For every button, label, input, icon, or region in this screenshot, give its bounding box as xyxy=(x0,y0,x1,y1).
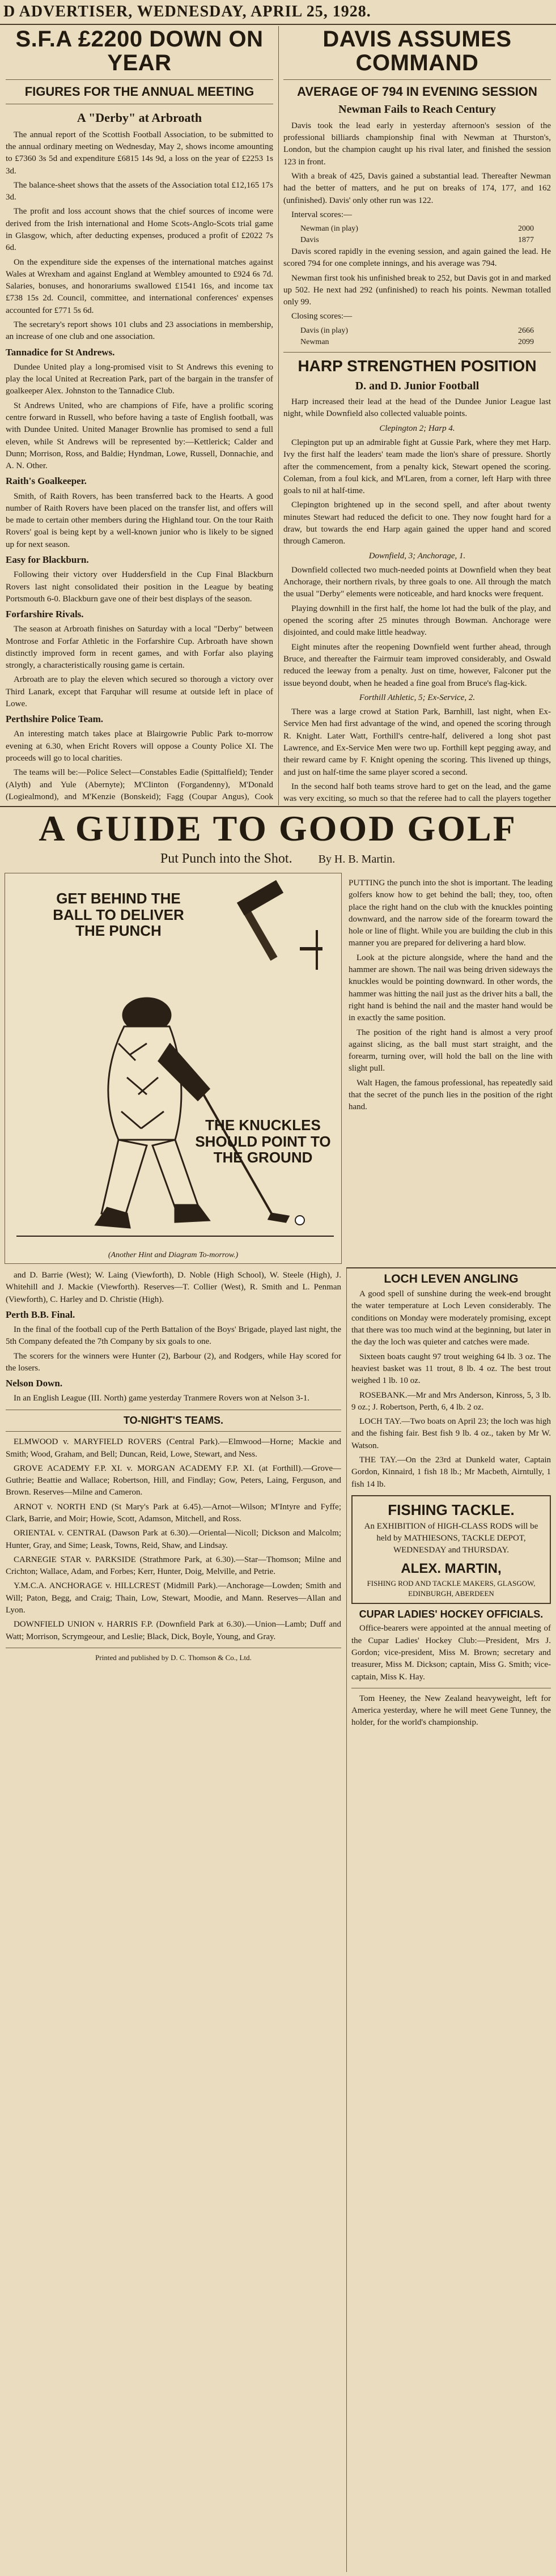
golf-author: By H. B. Martin. xyxy=(318,853,396,865)
paragraph: St Andrews United, who are champions of Fife, have a prolific scoring centre forward in Russell, who before having a taste of English football, was with Dundee United. United Manager Brownlie has promised to send a full eleven, while St Andrews will be represented by:—Kettlerick; Calder and Dunn; Morrison, Ross, and Baldie; Hyndman, Lowe, Russell, Donnachie, and A. N. Other. xyxy=(6,401,273,471)
paragraph: The teams will be:—Police Select—Constables Eadie (Spittalfield); Tender (Alyth) and Yule (Abernyte); M'Clinton (Forgandenny), M'Donald (Logiealmond), and M'Kenzie (Bonskeid); Fagg (Coupar Angus), Cook xyxy=(6,768,273,801)
hammer-icon xyxy=(237,880,322,970)
team-listing: CARNEGIE STAR v. PARKSIDE (Strathmore Park, at 6.30).—Star—Thomson; Milne and Crichton; Wallace, Adam, and Forbes; Kerr, Hunter, Doig, Melville, and Petrie. xyxy=(6,1555,341,1577)
paragraph: Downfield collected two much-needed points at Downfield when they beat Anchorage, their northern rivals, by three goals to one. All through the match the usual "Derby" elements were noticeable, and hard knocks were frequent. xyxy=(283,565,551,599)
ad-name: ALEX. MARTIN, xyxy=(401,1560,502,1576)
tannadice-subhead: Tannadice for St Andrews. xyxy=(6,346,115,358)
paragraph: Clepington put up an admirable fight at Gussie Park, where they met Harp. Ivy the first half the leaders' team made the lion's share of pressure. Shortly after the commencement, from a penalty kick, Stewart opened the scoring. Coleman, from a foul kick, and M'Laren, from a corner, left Harp with three goals to nil at half-time. xyxy=(283,438,551,496)
score-row: Newman (in play) 2000 xyxy=(300,224,534,234)
paragraph: Closing scores:— xyxy=(291,312,353,321)
derby-subhead: A "Derby" at Arbroath xyxy=(77,111,202,125)
paragraph: The secretary's report shows 101 clubs and 23 associations in membership, an increase of one club and one association. xyxy=(6,320,273,342)
newman-subhead: Newman Fails to Reach Century xyxy=(338,103,496,116)
team-listing: ORIENTAL v. CENTRAL (Dawson Park at 6.30).—Oriental—Nicoll; Dickson and Malcolm; Hunter, Gray, and Sime; Leask, Towns, Reid, Shaw, and Lindsay. xyxy=(6,1529,341,1550)
paragraph: Interval scores:— xyxy=(291,210,353,219)
team-listing: ARNOT v. NORTH END (St Mary's Park at 6.45).—Arnot—Wilson; M'Intyre and Fyffe; Clark, Barrie, and Moir; Howie, Scott, Adamson, Mitchell, and Ross. xyxy=(6,1502,341,1523)
forfar-subhead: Forfarshire Rivals. xyxy=(6,609,84,620)
paragraph: Playing downhill in the first half, the home lot had the bulk of the play, and opened the scoring after 25 minutes through Bowman. Anchorage were disjointed, and could make little headway. xyxy=(283,604,551,638)
divider xyxy=(283,79,551,80)
paragraph: Davis took the lead early in yesterday afternoon's session of the professional billiards championship final with Newman at Thurston's, London, but the champion caught up his rival later, and finished the session 123 in front. xyxy=(283,121,551,167)
golf-subtitle-line xyxy=(5,851,551,867)
sfa-column xyxy=(6,27,273,804)
paragraph: The scorers for the winners were Hunter (2), Barbour (2), and Rodgers, while Hay scored for the losers. xyxy=(6,1351,341,1373)
paragraph: Sixteen boats caught 97 trout weighing 64 lb. 3 oz. The heaviest basket was 11 trout, 8 lb. 4 oz. The best trout weighed 1 lb. 10 oz. xyxy=(351,1352,551,1386)
paragraph: Look at the picture alongside, where the hand and the hammer are shown. The nail was being driven sideways the knuckles would be pointing downward. In other words, the hammer was hitting the nail just as the driver hits a ball, the right hand is behind the nail and the master hand would be in exactly the same position. xyxy=(349,953,553,1023)
illustration-label-bottom: THE KNUCKLES SHOULD POINT TO THE GROUND xyxy=(195,1117,331,1166)
golf-illustration xyxy=(5,873,342,1264)
sfa-subhead: FIGURES FOR THE ANNUAL MEETING xyxy=(24,84,254,99)
harp-subhead: D. and D. Junior Football xyxy=(355,379,479,392)
score-row: Davis (in play) 2666 xyxy=(300,326,534,335)
nelson-subhead: Nelson Down. xyxy=(6,1378,63,1389)
section-rule xyxy=(0,806,556,807)
golf-text-column xyxy=(349,877,553,1263)
paragraph: On the expenditure side the expenses of the international matches against Wales at Wrexham and against England at Wembley amounted to £924 6s 7d. Salaries, bonuses, and honorariums swallowed £1541 16s, and income tax £738 15s 2d. Council, committee, and international conferences' expenses accounted for £771 5s 6d. xyxy=(6,257,273,315)
paragraph: With a break of 425, Davis gained a substantial lead. Thereafter Newman had the better of matters, and he put on breaks of 174, 177, and 162 (unfinished). Davis' only other run was 122. xyxy=(283,171,551,205)
divider xyxy=(6,1431,341,1432)
golf-title: A GUIDE TO GOOD GOLF xyxy=(39,808,517,848)
lower-left-column xyxy=(6,1270,341,2567)
golf-header xyxy=(5,810,551,867)
match-result: Clepington 2; Harp 4. xyxy=(379,423,455,433)
paragraph: Eight minutes after the reopening Downfield went further ahead, through Bruce, and thereafter the Fairmuir team improved considerably, and Oswald reduced the leeway from a penalty. Just on time, however, Falconer put the issue beyond doubt, when he headed a fine goal from Bruce's flag-kick. xyxy=(283,642,551,688)
golf-subtitle: Put Punch into the Shot. xyxy=(160,851,292,866)
masthead xyxy=(0,0,556,25)
paragraph: Clepington brightened up in the second spell, and after about twenty minutes Stewart had reduced the deficit to one. They now fought hard for a draw, but towards the end Harp again gained the upper hand and scored through Cameron. xyxy=(283,500,551,546)
paragraph: Dundee United play a long-promised visit to St Andrews this evening to play the local United at Recreation Park, part of the bargain in the transfer of goalkeeper Alex. Johnston to the Tannadice Club. xyxy=(6,362,273,396)
team-listing: GROVE ACADEMY F.P. XI. v. MORGAN ACADEMY F.P. XI. (at Forthill).—Grove—Guthrie; Beattie and Wallace; Robertson, Hill, and Findlay; Gow, Peters, Laing, Ferguson, and Brown. Reserves—Milne and Cameron. xyxy=(6,1463,341,1497)
paragraph: LOCH TAY.—Two boats on April 23; the loch was high and the fishing fair. Best fish 9 lb. 4 oz., taken by Mr W. Watson. xyxy=(351,1417,551,1450)
masthead-title: D ADVERTISER, WEDNESDAY, APRIL 25, 1928. xyxy=(3,3,371,20)
score-row: Davis 1877 xyxy=(300,236,534,245)
tonight-teams-heading: TO-NIGHT'S TEAMS. xyxy=(124,1414,223,1426)
section-rule xyxy=(346,1267,556,1268)
davis-column xyxy=(283,27,551,804)
score-row: Newman 2099 xyxy=(300,337,534,346)
paragraph: Harp increased their lead at the head of the Dundee Junior League last night, while Downfield also collected valuable points. xyxy=(283,397,551,419)
column-rule xyxy=(278,26,279,805)
fishing-tackle-ad xyxy=(351,1495,551,1604)
paragraph: There was a large crowd at Station Park, Barnhill, last night, when Ex-Service Men had first advantage of the wind, and opened the scoring through R. Knight. Later Watt, Forthill's centre-half, delivered a long shot past Lawrence, and Ex-Service Men were two up. Forthill kept pegging away, and their reward came by F. Knight opening the scoring. This livened up things, and just on half-time the same player scored a second. xyxy=(283,707,551,777)
ad-line: FISHING ROD AND TACKLE MAKERS, GLASGOW, EDINBURGH, ABERDEEN xyxy=(367,1578,536,1598)
loch-leven-heading: LOCH LEVEN ANGLING xyxy=(384,1272,519,1285)
paragraph: Newman first took his unfinished break to 252, but Davis got in and marked up 502. He next had 292 (unfinished) to reach his points. Newman totalled only 99. xyxy=(283,273,551,307)
illustration-caption: (Another Hint and Diagram To-morrow.) xyxy=(108,1251,239,1259)
divider xyxy=(6,79,273,80)
paragraph: Following their victory over Huddersfield in the Cup Final Blackburn Rovers last night consolidated their position in the League by beating Portsmouth 6-0. Blackburn gave one of their best displays of the season. xyxy=(6,570,273,604)
imprint: Printed and published by D. C. Thomson & Co., Ltd. xyxy=(95,1653,252,1662)
paragraph: and D. Barrie (West); W. Laing (Viewforth), D. Noble (High School), W. Steele (High), J. Whitehill and J. Mackie (Viewforth). Reserves—T. Collier (West), R. Smith and L. Penman (Viewforth), C. Harley and D. Christie (High). xyxy=(6,1271,341,1304)
raith-subhead: Raith's Goalkeeper. xyxy=(6,476,87,487)
team-listing: Y.M.C.A. ANCHORAGE v. HILLCREST (Midmill Park).—Anchorage—Lowden; Smith and Will; Paton, Begg, and Craig; Thain, Low, Stewart, Moodie, and Mann. Reserves—Allan and Lyon. xyxy=(6,1581,341,1615)
paragraph: The balance-sheet shows that the assets of the Association total £12,165 17s 3d. xyxy=(6,180,273,202)
paragraph: Tom Heeney, the New Zealand heavyweight, left for America yesterday, where he will meet Gene Tunney, the holder, for the world's championship. xyxy=(351,1694,551,1728)
paragraph: The annual report of the Scottish Football Association, to be submitted to the annual ordinary meeting on Wednesday, May 2, shows income amounting to £7360 3s 5d and expenditure £6815 14s 9d, a loss on the year of £2253 1s 3d. xyxy=(6,130,273,176)
interval-scores xyxy=(283,223,551,246)
ad-heading: FISHING TACKLE. xyxy=(388,1501,515,1518)
team-listing: DOWNFIELD UNION v. HARRIS F.P. (Downfield Park at 6.30).—Union—Lamb; Duff and Watt; Morrison, Scrymgeour, and Leslie; Black, Dick, Boyle, Young, and Gray. xyxy=(6,1620,341,1641)
paragraph: Office-bearers were appointed at the annual meeting of the Cupar Ladies' Hockey Club:—President, Mrs J. Gordon; vice-president, Miss M. Brown; secretary and treasurer, Miss M. Dickson; captain, Miss G. Smith; vice-captain, Miss K. Hay. xyxy=(351,1624,551,1682)
divider xyxy=(283,352,551,353)
closing-scores xyxy=(283,325,551,348)
paragraph: Smith, of Raith Rovers, has been transferred back to the Hearts. A good number of Raith Rovers have been placed on the transfer list, and offers will be made to certain other members during the Highland tour. On the tour Raith Rovers' goal is being kept by a well-known junior who is likely to be signed up for next season. xyxy=(6,491,273,549)
paragraph: ROSEBANK.—Mr and Mrs Anderson, Kinross, 5, 3 lb. 9 oz.; J. Robertson, Perth, 6, 4 lb. 2 oz. xyxy=(351,1390,551,1412)
davis-headline: DAVIS ASSUMES COMMAND xyxy=(322,27,512,75)
paragraph: In an English League (III. North) game yesterday Tranmere Rovers won at Nelson 3-1. xyxy=(14,1394,309,1403)
easy-subhead: Easy for Blackburn. xyxy=(6,554,89,566)
column-rule xyxy=(346,1268,347,2572)
paragraph: Walt Hagen, the famous professional, has repeatedly said that the secret of the punch lies in the position of the right hand. xyxy=(349,1078,553,1112)
match-result: Downfield, 3; Anchorage, 1. xyxy=(368,551,466,561)
paragraph: The profit and loss account shows that the chief sources of income were derived from the Irish international and Home Scots-Anglo-Scots trial game in Glasgow, which, after deducting expenses, produced a profit of £2022 7s 6d. xyxy=(6,207,273,253)
paragraph: The position of the right hand is almost a very proof against slicing, as the ball must start straight, and the forearm, turning over, will hold the ball on the line with slight pull. xyxy=(349,1028,553,1073)
illustration-label-top: GET BEHIND THE BALL TO DELIVER THE PUNCH xyxy=(53,890,184,940)
paragraph: In the second half both teams strove hard to get on the lead, and the game was very exciting, so much so that the referee had to call the players together xyxy=(283,782,551,804)
davis-subhead: AVERAGE OF 794 IN EVENING SESSION xyxy=(297,84,537,99)
paragraph: PUTTING the punch into the shot is important. The leading golfers know how to get behind the ball; they, too, often place the right hand on the club with the knuckles pointing downward, and the narrow side of the forearm toward the hole or line of flight. While you are building the club in this manner you are prepared for delivering a hard blow. xyxy=(349,879,553,948)
lower-right-column xyxy=(351,1272,551,2570)
perth-bb-subhead: Perth B.B. Final. xyxy=(6,1309,75,1320)
match-result: Forthill Athletic, 5; Ex-Service, 2. xyxy=(359,693,476,702)
golfer-figure xyxy=(96,998,304,1228)
paragraph: A good spell of sunshine during the week-end brought the water temperature at Loch Leven considerably. The conditions on Monday were moderately promising, except that there was too much wind at the beginning, but later in the day the loch was quieter and catches were made. xyxy=(351,1289,551,1347)
ad-text: An EXHIBITION of HIGH-CLASS RODS will be held by MATHIESONS, TACKLE DEPOT, WEDNESDAY and THURSDAY. xyxy=(364,1521,538,1555)
sfa-headline: S.F.A £2200 DOWN ON YEAR xyxy=(15,27,264,75)
paragraph: In the final of the football cup of the Perth Battalion of the Boys' Brigade, played last night, the 5th Company defeated the 7th Company by six goals to one. xyxy=(6,1325,341,1347)
paragraph: The season at Arbroath finishes on Saturday with a local "Derby" between Montrose and Forfar Athletic in the Forfarshire Cup. Arbroath have shown distinctly improved form in recent games, and with Forfar also playing strongly, a characteristically rousing game is certain. xyxy=(6,625,273,670)
team-listing: ELMWOOD v. MARYFIELD ROVERS (Central Park).—Elmwood—Horne; Mackie and Smith; Wood, Graham, and Bell; Duncan, Reid, Lowe, Stewart, and Ness. xyxy=(6,1437,341,1459)
cupar-heading: CUPAR LADIES' HOCKEY OFFICIALS. xyxy=(359,1608,544,1620)
paragraph: Arbroath are to play the eleven which secured so thorough a victory over Third Lanark, except that Farquhar will resume at outside left in place of Lowe. xyxy=(6,675,273,708)
perth-police-subhead: Perthshire Police Team. xyxy=(6,714,104,725)
paragraph: Davis scored rapidly in the evening session, and again gained the lead. He scored 794 for one complete innings, and his average was 794. xyxy=(283,247,551,269)
paragraph: An interesting match takes place at Blairgowrie Public Park to-morrow evening at 6.30, when Ericht Rovers will oppose a County Police XI. The proceeds will go to local charities. xyxy=(6,729,273,763)
paragraph: THE TAY.—On the 23rd at Dunkeld water, Captain Gordon, Kinnaird, 1 fish 18 lb.; Mr Macbeth, Airntully, 1 fish 14 lb. xyxy=(351,1455,551,1489)
harp-headline: HARP STRENGTHEN POSITION xyxy=(298,357,537,375)
